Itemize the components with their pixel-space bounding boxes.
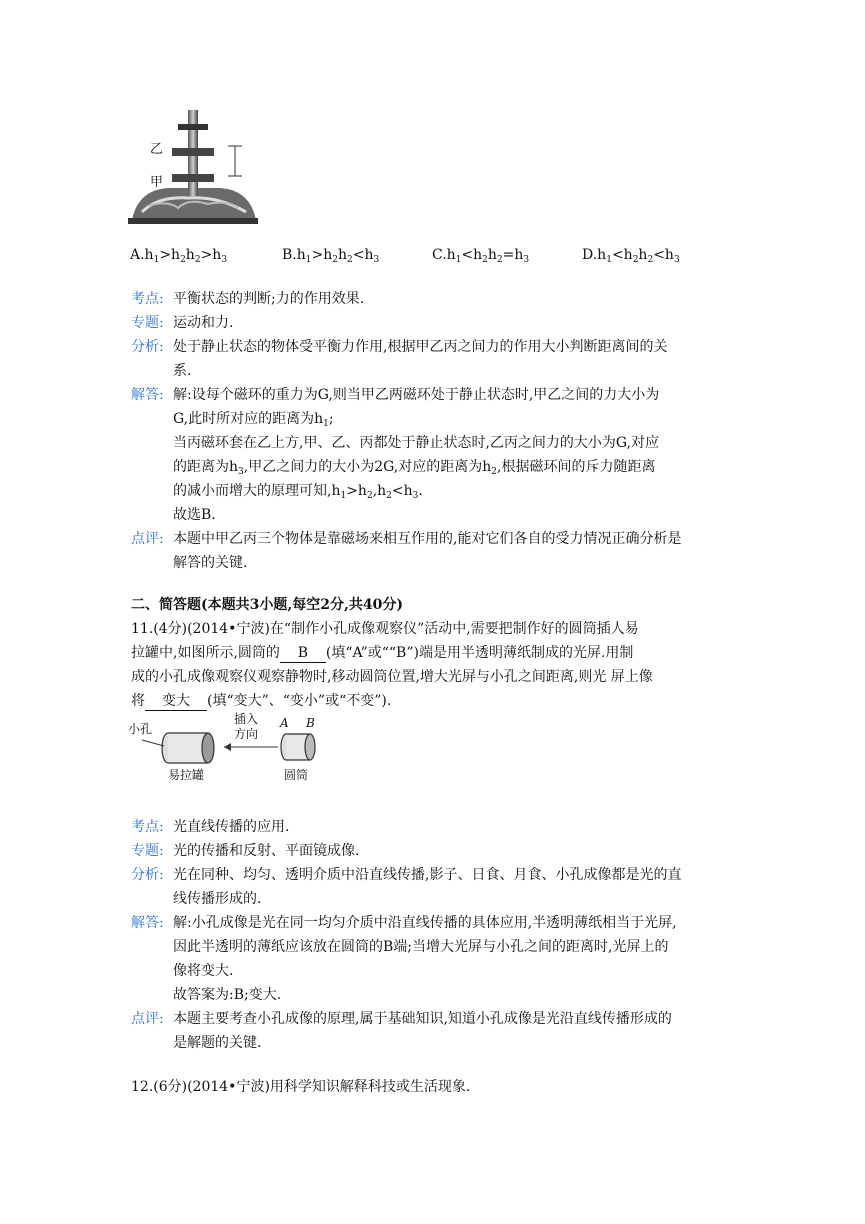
fenxi-text: 系.: [173, 363, 192, 379]
dianping-label: 点评:: [131, 1011, 164, 1027]
jieda-text: 故答案为:B;变大.: [173, 987, 282, 1003]
dianping-label: 点评:: [131, 531, 164, 547]
magnet-stand-figure: [128, 108, 258, 232]
option-a: $A.h_1>h_2h_2>h_3$: [130, 247, 228, 265]
q11-stem: 拉罐中,如图所示,圆筒的 B (填“A”或““B”)端是用半透明薄纸制成的光屏.用制: [131, 645, 634, 661]
dianping-text: 是解题的关键.: [173, 1035, 262, 1051]
fenxi-text: 光在同种、均匀、透明介质中沿直线传播,影子、日食、月食、小孔成像都是光的直: [173, 867, 682, 883]
figure-label-yi: 乙: [150, 142, 164, 157]
q11-stem: 11.(4分)(2014•宁波)在“制作小孔成像观察仪”活动中,需要把制作好的圆筒插人易: [131, 621, 639, 637]
label-yuantong: 圆筒: [284, 768, 309, 782]
jieda-text: 因此半透明的薄纸应该放在圆筒的B端;当增大光屏与小孔之间的距离时,光屏上的: [173, 939, 669, 955]
zhuanti-text: 光的传播和反射、平面镜成像.: [173, 843, 360, 859]
jieda-text: 的减小而增大的原理可知$,h_1>h_2,h_2<h_3$.: [173, 483, 423, 501]
zhuanti-text: 运动和力.: [173, 315, 234, 331]
label-xiaokong: 小孔: [128, 722, 153, 736]
answer-blank: 变大: [145, 692, 207, 711]
option-c: $C.h_1<h_2h_2=h_3$: [432, 247, 530, 265]
figure-label-jia: 甲: [150, 175, 164, 190]
dianping-text: 本题中甲乙丙三个物体是靠磁场来相互作用的,能对它们各自的受力情况正确分析是: [173, 531, 682, 547]
jieda-text: 故选B.: [173, 507, 216, 523]
kaodian-label: 考点:: [131, 819, 164, 835]
dianping-text: 解答的关键.: [173, 555, 248, 571]
label-charu: 插入: [234, 712, 259, 726]
option-d: $D.h_1<h_2h_2<h_3$: [582, 247, 680, 265]
kaodian-label: 考点:: [131, 291, 164, 307]
zhuanti-label: 专题:: [131, 315, 164, 331]
q11-stem: 将 变大 (填“变大”、“变小”或“不变”).: [131, 693, 392, 709]
zhuanti-label: 专题:: [131, 843, 164, 859]
jieda-text: 像将变大.: [173, 963, 234, 979]
jieda-text: 的距离为$h_3$,甲乙之间力的大小为2G,对应的距离为$h_2$,根据磁环间的斥力随距离: [173, 459, 656, 477]
fenxi-label: 分析:: [131, 867, 164, 883]
q11-stem: 成的小孔成像观察仪观察静物时,移动圆筒位置,增大光屏与小孔之间距离,则光 屏上像: [131, 669, 653, 685]
jieda-text: 解:小孔成像是光在同一均匀介质中沿直线传播的具体应用,半透明薄纸相当于光屏,: [173, 915, 677, 931]
fenxi-text: 线传播形成的.: [173, 891, 262, 907]
option-b: $B.h_1>h_2h_2<h_3$: [282, 247, 380, 265]
q12-stem: 12.(6分)(2014•宁波)用科学知识解释科技或生活现象.: [131, 1079, 471, 1095]
answer-blank: B: [280, 644, 326, 663]
jieda-text: 解:设每个磁环的重力为G,则当甲乙两磁环处于静止状态时,甲乙之间的力大小为: [173, 387, 660, 403]
label-b: B: [306, 716, 315, 730]
section-heading: 二、简答题(本题共3小题,每空2分,共40分): [131, 597, 403, 613]
label-fangxiang: 方向: [234, 727, 259, 741]
jieda-label: 解答:: [131, 387, 164, 403]
pinhole-camera-figure: [128, 710, 356, 782]
jieda-label: 解答:: [131, 915, 164, 931]
dianping-text: 本题主要考查小孔成像的原理,属于基础知识,知道小孔成像是光沿直线传播形成的: [173, 1011, 672, 1027]
fenxi-text: 处于静止状态的物体受平衡力作用,根据甲乙丙之间力的作用大小判断距离间的关: [173, 339, 668, 355]
fenxi-label: 分析:: [131, 339, 164, 355]
jieda-text: G,此时所对应的距离为$h_1$;: [173, 411, 334, 429]
jieda-text: 当丙磁环套在乙上方,甲、乙、丙都处于静止状态时,乙丙之间力的大小为G,对应: [173, 435, 660, 451]
label-a: A: [280, 716, 289, 730]
kaodian-text: 光直线传播的应用.: [173, 819, 290, 835]
kaodian-text: 平衡状态的判断;力的作用效果.: [173, 291, 365, 307]
label-yilaguan: 易拉罐: [168, 768, 205, 782]
